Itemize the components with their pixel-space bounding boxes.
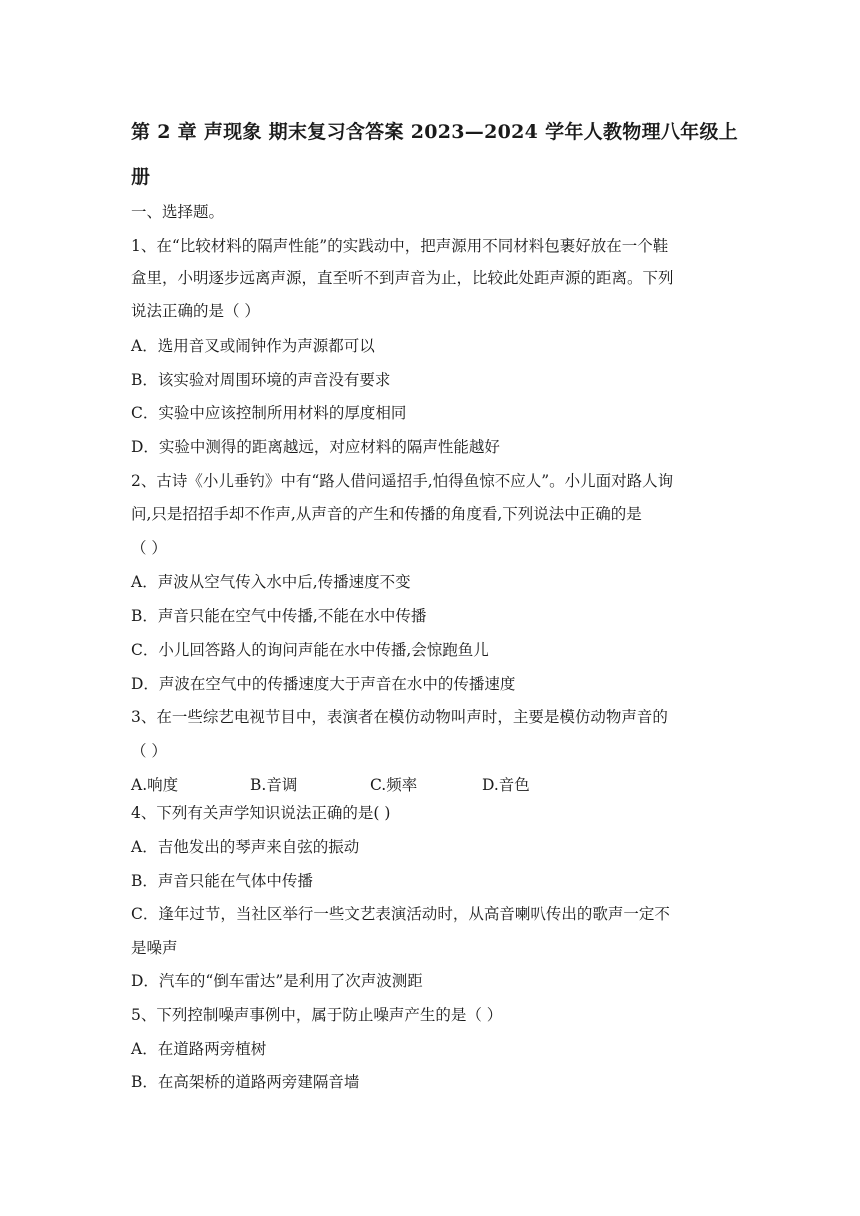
q5-option-a: A．在道路两旁植树 [131, 1040, 267, 1058]
q4-option-d: D．汽车的“倒车雷达”是利用了次声波测距 [131, 972, 423, 990]
section-heading: 一、选择题。 [131, 203, 225, 221]
q2-option-c: C．小儿回答路人的询问声能在水中传播,会惊跑鱼儿 [131, 641, 489, 659]
q3-option-c: C.频率 [370, 776, 418, 794]
q4-option-c-line-2: 是噪声 [131, 939, 178, 957]
q2-option-d: D．声波在空气中的传播速度大于声音在水中的传播速度 [131, 675, 516, 693]
q4-option-a: A．吉他发出的琴声来自弦的振动 [131, 838, 360, 856]
q2-stem-line-2: 问,只是招招手却不作声,从声音的产生和传播的角度看,下列说法中正确的是 [131, 505, 642, 523]
q2-option-b: B．声音只能在空气中传播,不能在水中传播 [131, 607, 427, 625]
q5-stem-line-1: 5、下列控制噪声事例中，属于防止噪声产生的是（ ） [131, 1006, 503, 1024]
q3-stem-line-1: 3、在一些综艺电视节目中，表演者在模仿动物叫声时，主要是模仿动物声音的 [131, 708, 668, 726]
document-title-line-1: 第 2 章 声现象 期末复习含答案 2023—2024 学年人教物理八年级上 [131, 121, 739, 143]
q3-stem-line-2: （ ） [131, 742, 167, 760]
q2-option-a: A．声波从空气传入水中后,传播速度不变 [131, 573, 411, 591]
q1-option-d: D．实验中测得的距离越远，对应材料的隔声性能越好 [131, 438, 500, 456]
q5-option-b: B．在高架桥的道路两旁建隔音墙 [131, 1073, 360, 1091]
q3-option-a: A.响度 [131, 776, 179, 794]
q1-option-b: B．该实验对周围环境的声音没有要求 [131, 371, 391, 389]
q1-option-a: A．选用音叉或闹钟作为声源都可以 [131, 337, 375, 355]
q1-stem-line-2: 盒里，小明逐步远离声源，直至听不到声音为止，比较此处距声源的距离。下列 [131, 269, 674, 287]
q4-option-c-line-1: C．逢年过节，当社区举行一些文艺表演活动时，从高音喇叭传出的歌声一定不 [131, 905, 670, 923]
q1-stem-line-1: 1、在“比较材料的隔声性能”的实践动中，把声源用不同材料包裹好放在一个鞋 [131, 237, 669, 255]
q4-option-b: B．声音只能在气体中传播 [131, 872, 313, 890]
q3-option-b: B.音调 [250, 776, 298, 794]
q4-stem-line-1: 4、下列有关声学知识说法正确的是( ) [131, 804, 391, 822]
q2-stem-line-3: （ ） [131, 539, 167, 557]
q1-option-c: C．实验中应该控制所用材料的厚度相同 [131, 404, 407, 422]
document-title-line-2: 册 [131, 166, 151, 188]
q3-option-d: D.音色 [482, 776, 530, 794]
q2-stem-line-1: 2、古诗《小儿垂钓》中有“路人借问遥招手,怕得鱼惊不应人”。小儿面对路人询 [131, 472, 674, 490]
q1-stem-line-3: 说法正确的是（ ） [131, 302, 260, 320]
